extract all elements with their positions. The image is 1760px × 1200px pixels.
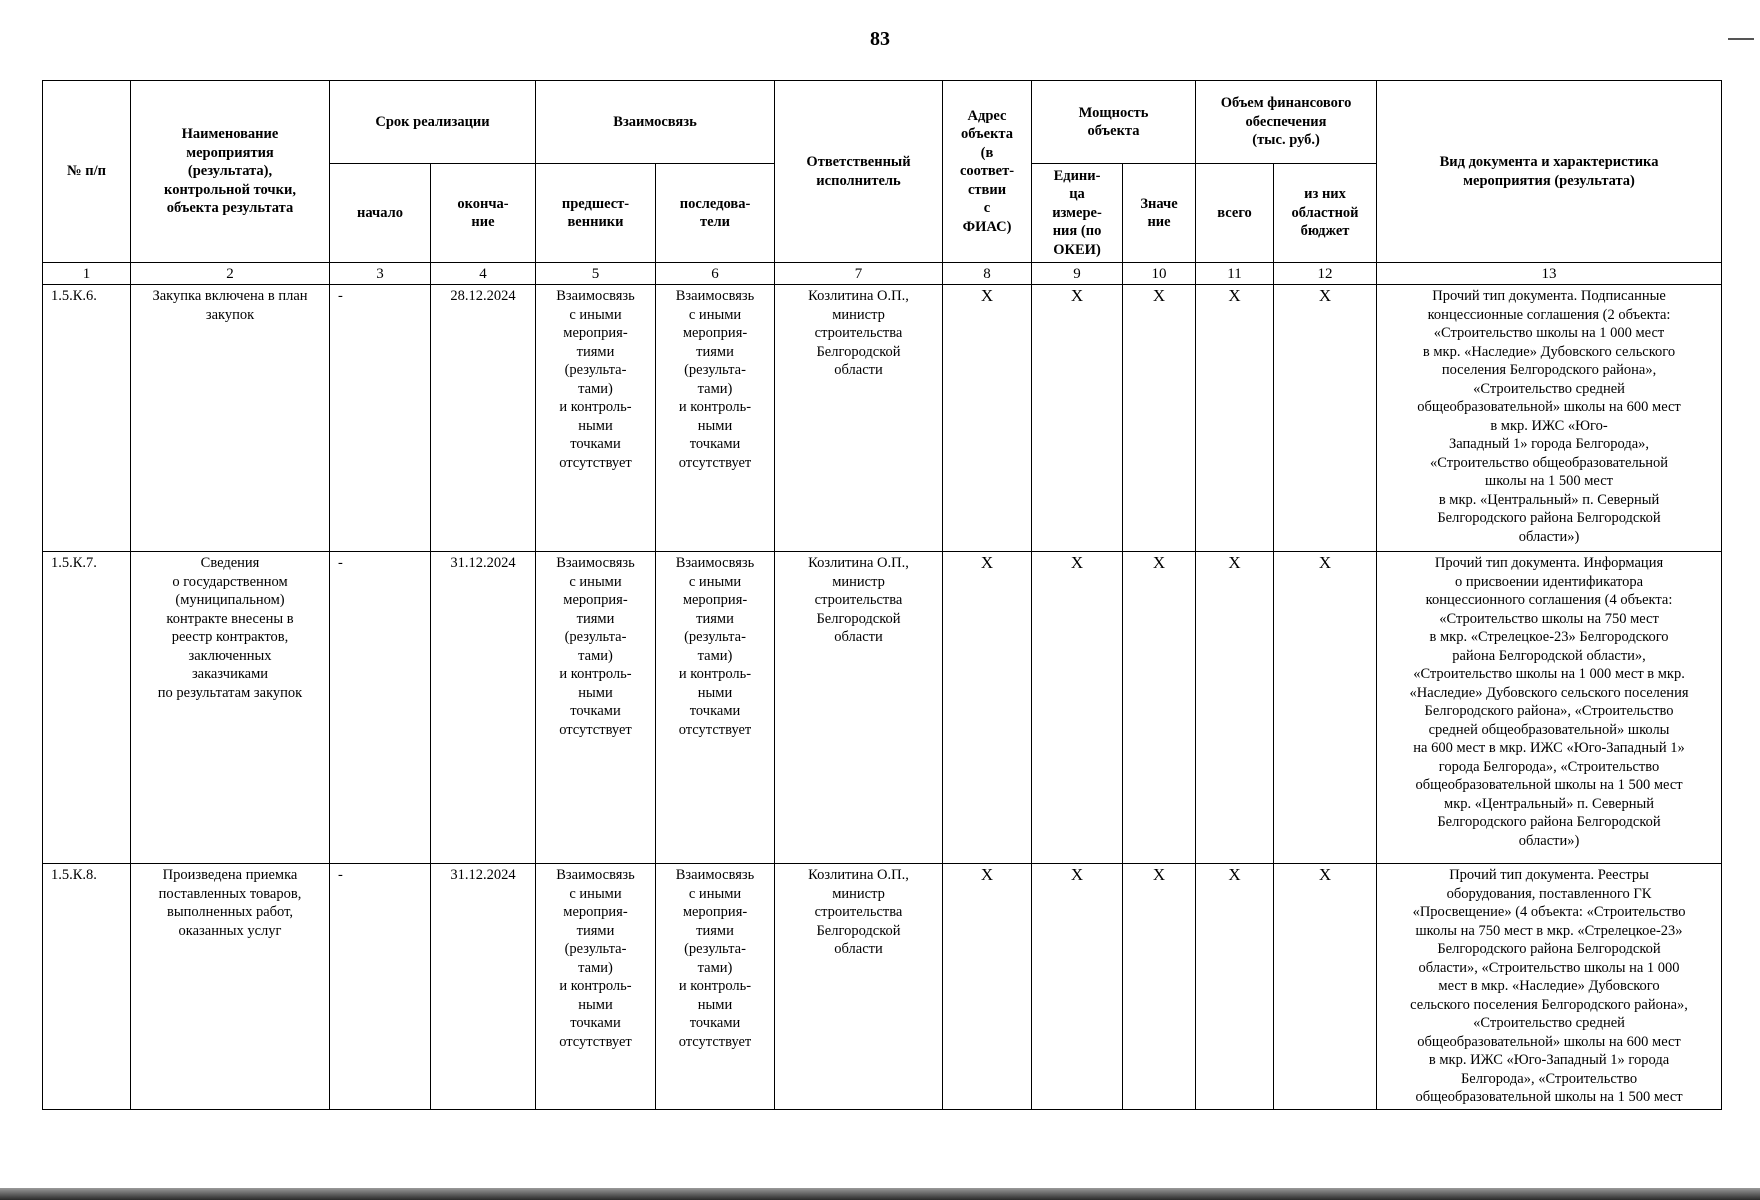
header-term-end: оконча- ние bbox=[431, 164, 536, 263]
row-prev: Взаимосвязь с иными мероприя- тиями (результа- тами) и контроль- ными точками отсутствует bbox=[536, 285, 656, 552]
row-next: Взаимосвязь с иными мероприя- тиями (результа- тами) и контроль- ными точками отсутствует bbox=[656, 864, 775, 1110]
header-name: Наименование мероприятия (результата), контрольной точки, объекта результата bbox=[131, 81, 330, 263]
column-number: 7 bbox=[775, 263, 943, 285]
column-number: 12 bbox=[1274, 263, 1377, 285]
row-number: 1.5.К.8. bbox=[43, 864, 131, 1110]
row-number: 1.5.К.6. bbox=[43, 285, 131, 552]
row-address: X bbox=[943, 552, 1032, 864]
row-name: Сведения о государственном (муниципальном) контракте внесены в реестр контрактов, заключенных заказчиками по результатам закупок bbox=[131, 552, 330, 864]
row-total: X bbox=[1196, 552, 1274, 864]
row-value: X bbox=[1123, 285, 1196, 552]
measures-table bbox=[42, 80, 1722, 1110]
row-responsible: Козлитина О.П., министр строительства Белгородской области bbox=[775, 552, 943, 864]
header-capacity-value: Значе ние bbox=[1123, 164, 1196, 263]
column-number: 3 bbox=[330, 263, 431, 285]
row-value: X bbox=[1123, 552, 1196, 864]
row-regional: X bbox=[1274, 285, 1377, 552]
row-end: 31.12.2024 bbox=[431, 864, 536, 1110]
column-number: 13 bbox=[1377, 263, 1722, 285]
row-end: 28.12.2024 bbox=[431, 285, 536, 552]
row-unit: X bbox=[1032, 864, 1123, 1110]
row-total: X bbox=[1196, 864, 1274, 1110]
row-prev: Взаимосвязь с иными мероприя- тиями (результа- тами) и контроль- ными точками отсутствует bbox=[536, 864, 656, 1110]
header-doc: Вид документа и характеристика мероприятия (результата) bbox=[1377, 81, 1722, 263]
row-number: 1.5.К.7. bbox=[43, 552, 131, 864]
row-address: X bbox=[943, 285, 1032, 552]
row-end: 31.12.2024 bbox=[431, 552, 536, 864]
header-finance-total: всего bbox=[1196, 164, 1274, 263]
page-number: 83 bbox=[870, 28, 890, 50]
header-finance-regional: из них областной бюджет bbox=[1274, 164, 1377, 263]
header-responsible: Ответственный исполнитель bbox=[775, 81, 943, 263]
table-row bbox=[43, 864, 1722, 1110]
column-number: 2 bbox=[131, 263, 330, 285]
column-number: 4 bbox=[431, 263, 536, 285]
table-row bbox=[43, 285, 1722, 552]
column-number: 5 bbox=[536, 263, 656, 285]
row-next: Взаимосвязь с иными мероприя- тиями (результа- тами) и контроль- ными точками отсутствует bbox=[656, 552, 775, 864]
column-number: 1 bbox=[43, 263, 131, 285]
row-name: Закупка включена в план закупок bbox=[131, 285, 330, 552]
row-doc: Прочий тип документа. Информация о присвоении идентификатора концессионного соглашения (4 объекта: «Строительство школы на 750 мест в мкр. «Стрелецкое-23» Белгородского района Белгородской области», «Строительство школы на 1 000 мест в мкр. «Наследие» Дубовского сельского поселения Белгородского района», «Строительство средней общеобразовательной» школы на 600 мест в мкр. ИЖС «Юго-Западный 1» города Белгорода», «Строительство общеобразовательной школы на 1 500 мест мкр. «Центральный» п. Северный Белгородского района Белгородской области») bbox=[1377, 552, 1722, 864]
column-number: 10 bbox=[1123, 263, 1196, 285]
header-term-start: начало bbox=[330, 164, 431, 263]
row-start: - bbox=[330, 285, 431, 552]
header-finance: Объем финансового обеспечения (тыс. руб.) bbox=[1196, 81, 1377, 164]
row-total: X bbox=[1196, 285, 1274, 552]
row-value: X bbox=[1123, 864, 1196, 1110]
row-next: Взаимосвязь с иными мероприя- тиями (результа- тами) и контроль- ными точками отсутствует bbox=[656, 285, 775, 552]
header-address: Адрес объекта (в соответ- ствии с ФИАС) bbox=[943, 81, 1032, 263]
header-term: Срок реализации bbox=[330, 81, 536, 164]
row-responsible: Козлитина О.П., министр строительства Белгородской области bbox=[775, 864, 943, 1110]
scan-edge-band bbox=[0, 1188, 1760, 1200]
row-regional: X bbox=[1274, 864, 1377, 1110]
row-doc: Прочий тип документа. Реестры оборудования, поставленного ГК «Просвещение» (4 объекта: «Строительство школы на 750 мест в мкр. «Стрелецкое-23» Белгородского района Белгородской области», «Строительство школы на 1 000 мест в мкр. «Наследие» Дубовского сельского поселения Белгородского района», «Строительство средней общеобразовательной» школы на 600 мест в мкр. ИЖС «Юго-Западный 1» города Белгорода», «Строительство общеобразовательной школы на 1 500 мест bbox=[1377, 864, 1722, 1110]
row-unit: X bbox=[1032, 285, 1123, 552]
column-number: 8 bbox=[943, 263, 1032, 285]
column-number-row bbox=[43, 263, 1722, 285]
header-link: Взаимосвязь bbox=[536, 81, 775, 164]
column-number: 9 bbox=[1032, 263, 1123, 285]
table-header bbox=[43, 81, 1722, 263]
column-number: 11 bbox=[1196, 263, 1274, 285]
header-capacity-unit: Едини- ца измере- ния (по ОКЕИ) bbox=[1032, 164, 1123, 263]
row-address: X bbox=[943, 864, 1032, 1110]
row-regional: X bbox=[1274, 552, 1377, 864]
header-link-prev: предшест- венники bbox=[536, 164, 656, 263]
row-start: - bbox=[330, 864, 431, 1110]
header-capacity: Мощность объекта bbox=[1032, 81, 1196, 164]
table-row bbox=[43, 552, 1722, 864]
edge-mark bbox=[1728, 38, 1754, 40]
row-prev: Взаимосвязь с иными мероприя- тиями (результа- тами) и контроль- ными точками отсутствует bbox=[536, 552, 656, 864]
row-doc: Прочий тип документа. Подписанные концессионные соглашения (2 объекта: «Строительство школы на 1 000 мест в мкр. «Наследие» Дубовского сельского поселения Белгородского района», «Строительство средней общеобразовательной» школы на 600 мест в мкр. ИЖС «Юго- Западный 1» города Белгорода», «Строительство общеобразовательной школы на 1 500 мест в мкр. «Центральный» п. Северный Белгородского района Белгородской области») bbox=[1377, 285, 1722, 552]
header-num: № п/п bbox=[43, 81, 131, 263]
row-responsible: Козлитина О.П., министр строительства Белгородской области bbox=[775, 285, 943, 552]
row-start: - bbox=[330, 552, 431, 864]
header-link-next: последова- тели bbox=[656, 164, 775, 263]
row-unit: X bbox=[1032, 552, 1123, 864]
column-number: 6 bbox=[656, 263, 775, 285]
row-name: Произведена приемка поставленных товаров, выполненных работ, оказанных услуг bbox=[131, 864, 330, 1110]
